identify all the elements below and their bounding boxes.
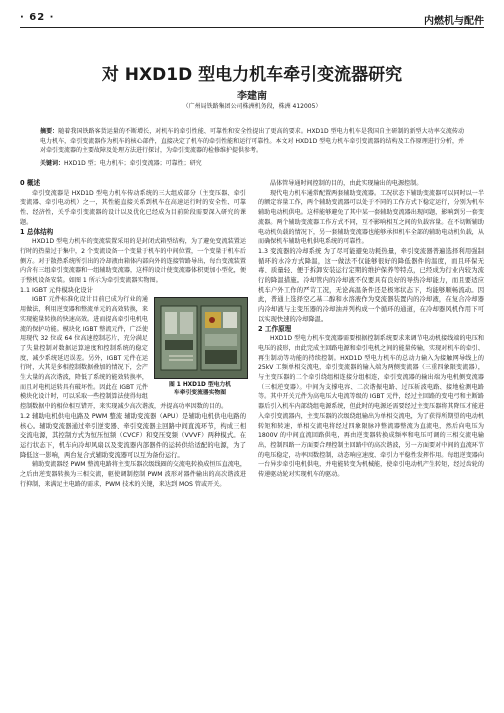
figure-caption-line-1: 图 1 HXD1D 型电力机 <box>168 382 232 389</box>
right-column <box>258 179 484 480</box>
header-rule <box>20 27 484 28</box>
body-paragraph: 晶体管导通时间控制的目的，由此实现输出的电源控制。 <box>270 180 423 187</box>
traction-converter-photo <box>154 297 248 379</box>
figure-caption <box>154 381 246 397</box>
body-paragraph: 辅助变流器经 PWM 整流电路将主变压器次级线圈的交流电转换成恒压直流电，之后由逆变器转换为三相交流，驱使调制控制 PWM 波形对器件输出的高次谐波进行抑制，来满足主电路的需求，PWM 技术的关键，来达到 MOS 管或开关。 <box>20 461 246 488</box>
abstract-text: 随着我国铁路客货运量的不断增长，对机车的牵引性能、可靠性和安全性提出了更高的要求。HXD1D 型电力机车是我国自主研制的新型大功率交流传动电力机车，牵引变流器作为机车的核心部件，直接决定了机车的牵引性能和运行可靠性。本文对 HXD1D 型电力机车牵引变流器的结构及工作原理进行分析，并对牵引变流器的主要故障及处理方法进行探讨，为牵引变流器的检修维护提供参考。 <box>40 128 464 155</box>
section-heading: 0 概述 <box>20 179 41 187</box>
article-title: 对 HXD1D 型电力机车牵引变流器研究 <box>101 65 403 85</box>
section-heading: 1.1 IGBT 元件模块化设计 <box>20 286 93 294</box>
section-heading: 1.3 变流器的冷却系统 为了尽可能避免功耗热量，牵引变流器普遍选择利用强制循环的水冷方式降温，这一做法不仅能够很好的降低器件的温度，而且环保无毒、质量轻、便于拆卸安装运行定期的维护保养等特点，已经成为行业内较为流行的降温措施。冷却管内的冷却液不仅要具有良好的导热冷却能力，而且要适应机车户外工作的严苛工况，无论高温条件还是极寒状态下，均能够顺畅流动。因此，普通上选择空乙基二醇和水溶液作为变流器装置内的冷却液，在复合冷却器内冷却液与主变压器的冷却油并列构成一个循环的通道，在冷却器风机作用下可以实现快速的冷却降温。 <box>258 247 484 323</box>
left-column <box>20 179 246 490</box>
section-heading: 1 总体结构 <box>20 227 54 236</box>
section-heading: 2 工作原理 <box>258 324 292 333</box>
keywords-text: HXD1D 型；电力机车；牵引变流器；可靠性；研究 <box>64 160 202 167</box>
body-paragraph: HXD1D 型电力机车变流器需要根据控制系统要求来调节电动机接线端的电压和电压的波形，由此完成主回路电源和牵引电机之间的能量传输，实现对机车的牵引、再生制动等功能的持续控制。HXD1D 型电力机车的总动力输入为接触网导线上的 25kV 工频单相交流电，牵引变流器的输入端为两侧变流器（三重四象限变流器），与主变压器的二个牵引绕组相连接分组相连，牵引变流器的输出端为电机侧变流器（三相逆变器）。中间为支撑电容、二次谐振电路、过压斩波电路、接地检测电路等。其中开关元件为高电压大电流等级的 IGBT 元件，经过主回路的变电弓和主断路器后引入机车内部绕组电源系统，但此时的电源还需要经过主变压器将其降压才能进入牵引变流器内，主变压器的次级绕组输出为单相交流电，为了获得所期望的电动机转矩和转速，单相交流电将经过四象限脉冲整流器整流为直流电，然后向电压为 1800V 的中间直流回路供电，再由逆变器转换成频率和电压可调的三相交流电输出，控制四路一方面要合理控制主回路中的高次谐波，另一方面要对中间的直流环节的电压稳定，功率因数控制，动态响应速度、牵引力平稳性发挥作用。每组逆变器向一台异步牵引电机供电，并电能转变为机械能，使牵引电动机产生转矩，经过齿轮的传递驱动轮对实现机车的驱动。 <box>258 335 484 479</box>
author-name: 李建南 <box>237 91 267 102</box>
body-paragraph: HXD1D 型电力机车的变流装置采用的是封闭式箱型结构，为了避免变流装置运行时的热量过于集中，2 个变流设备一个变量于机车的中间位置，一个变量于机车后侧方。对于散热系统所引出的冷却液由箱体内部向外的连接管路导出，每台变流装置内含有三组牵引变流器和一组辅助变流器，这样的设计使变流器体积更加小型化，便于整机设备安装。如图 1 所示为牵引变流器实物图。 <box>20 238 246 285</box>
section-heading: 1.2 辅助电机供电电路及 PWM 整流 辅助变流器（APU）是辅助电机供电电路的核心。辅助变流器通过牵引逆变器、牵引变流器主回路中间直流环节，构成三相交流电源，其控制方式为恒压恒频（CVCF）和变压变频（VVVF）两种模式。在运行状态下，机车向冷却风扇以及变流器内部器件的运转供给适配的电源，为了降低这一影响，两台复合式辅助变流器可以互为备份运行。 <box>20 412 246 459</box>
page-number: · 62 · <box>20 12 55 23</box>
author-affiliation: （广州局铁路集团公司株洲机务段，株洲 412005） <box>182 103 322 110</box>
abstract <box>40 127 464 156</box>
running-header <box>20 9 484 29</box>
keywords-label: 关键词： <box>40 160 65 167</box>
figure-1 <box>154 297 246 397</box>
journal-name: 内燃机与配件 <box>424 16 484 27</box>
figure-caption-line-2: 车牵引变流器实物图 <box>173 390 227 397</box>
body-paragraph: 牵引变流器是 HXD1D 型电力机车传动系统的三大组成部分（主变压器、牵引变流器、牵引电动机）之一，其性能直接关系到机车在高速运行时的安全性、可靠性、经济性，关乎牵引变流器的设计以及优化已经成为目前阶段需要深入研究的课题。 <box>20 189 246 226</box>
body-paragraph: IGBT 元件标准化设计目前已成为行业的通用做法，利用逆变器和整流单元的高效转换，来实现能量转换的快速高效。进而提高牵引电机电流的保护功能。模块化 IGBT 整流元件，广泛使用现代 32 位或 64 位高速控制芯片，充分满足了失量控制对数据运算速度和控制系统的稳定度，减少系统延迟误差。另外，IGBT 元件在运行时，大其是多相控制数据叠加的情况下，会产生大量的高次谐波，降低了系统的能效转换率，而且对电机运转具有破坏性。因此在 IGBT 元件模块化设计时，可以采取一些控制算法使得每组控制数据中的相位相互错开，来实现减少高次谐波，并提高功率因数的目的。 <box>20 296 228 411</box>
keywords <box>40 159 464 168</box>
abstract-label: 摘要： <box>40 128 59 135</box>
body-paragraph: 现代电力机车通常配置两套辅助变流器。工况状态下辅助变流器可以同时以一半的额定容量工作，两个辅助变流器可以处于不同的工作方式下稳定运行，分别为机车辅助电动机供电。这样能够避免了其中某一套辅助变流器出现问题，影响到另一套变流器。两个辅助变流器工作方式不同，互不影响相互之间的负载容量。在不切断辅助电动机负载的情况下，另一套辅助变流器也能够承担机车全部的辅助电动机负载，从而确保机车辅助电机供电系统的可靠性。 <box>258 189 484 246</box>
